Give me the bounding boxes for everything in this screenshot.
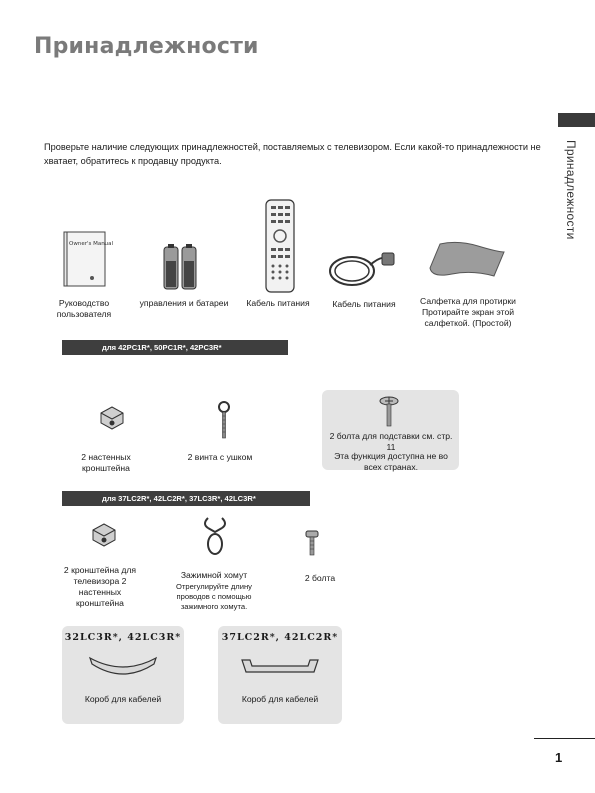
- batteries-illustration: [162, 243, 198, 291]
- cable-box-2-illustration: [240, 656, 320, 678]
- item-stand-bolts-note: Эта функция доступна не во всех странах.: [334, 451, 448, 472]
- section2-model-band: для 37LC2R*, 42LC2R*, 37LC3R*, 42LC3R*: [62, 491, 310, 506]
- cleaning-cloth-illustration: [428, 238, 508, 280]
- eye-bolt-illustration: [216, 400, 232, 440]
- remote-control-illustration: [263, 198, 297, 294]
- cable-box-1-illustration: [88, 654, 158, 680]
- item-eye-bolt-label: 2 винта с ушком: [187, 452, 253, 462]
- owners-manual-illustration: [62, 230, 114, 290]
- side-tab-label: Принадлежности: [564, 140, 578, 240]
- tv-bracket-illustration: [90, 520, 118, 548]
- item-wall-bracket-label: 2 настенных кронштейна: [81, 452, 131, 473]
- item-cable-clamp-note: Отрегулируйте длину проводов с помощью зажимного хомута.: [176, 582, 252, 611]
- item-bolts-label: 2 болта: [304, 573, 336, 583]
- item-power-cable-2-label: Кабель питания: [332, 299, 396, 309]
- stand-bolt-illustration: [378, 396, 400, 428]
- manual-cover-text: Owner's Manual: [69, 241, 114, 247]
- cable-box-2-model: 37LC2R*, 42LC2R*: [221, 632, 339, 643]
- bolt-illustration: [304, 530, 320, 558]
- page-title: Принадлежности: [34, 34, 259, 59]
- section1-model-band: для 42PC1R*, 50PC1R*, 42PC3R*: [62, 340, 288, 355]
- item-tv-bracket-label: 2 кронштейна для телевизора 2 настенных кронштейна: [63, 565, 137, 608]
- footer-rule: [534, 738, 595, 739]
- item-cloth-label: Салфетка для протирки Протирайте экран этой салфеткой. (Простой): [420, 296, 516, 328]
- wall-bracket-illustration: [98, 403, 126, 431]
- cable-clamp-illustration: [198, 514, 232, 556]
- page-number: 1: [555, 750, 563, 765]
- item-manual-label: Руководство пользователя: [56, 298, 112, 319]
- item-stand-bolts-label: 2 болта для подставки см. стр. 11: [329, 431, 453, 452]
- item-cable-clamp-label: Зажимной хомут: [180, 570, 248, 580]
- item-power-cable-label: Кабель питания: [246, 298, 310, 308]
- cable-box-1-label: Короб для кабелей: [84, 694, 162, 704]
- item-remote-batteries-label: управления и батареи: [139, 298, 229, 308]
- cable-box-1-model: 32LC3R*, 42LC3R*: [64, 632, 182, 643]
- power-cable-illustration: [326, 245, 398, 291]
- intro-text: Проверьте наличие следующих принадлежностей, поставляемых с телевизором. Если какой-то принадлежности не хватает, обратитесь к продавцу продукта.: [44, 142, 541, 166]
- side-tab-marker: [558, 113, 595, 127]
- cable-box-2-label: Короб для кабелей: [241, 694, 319, 704]
